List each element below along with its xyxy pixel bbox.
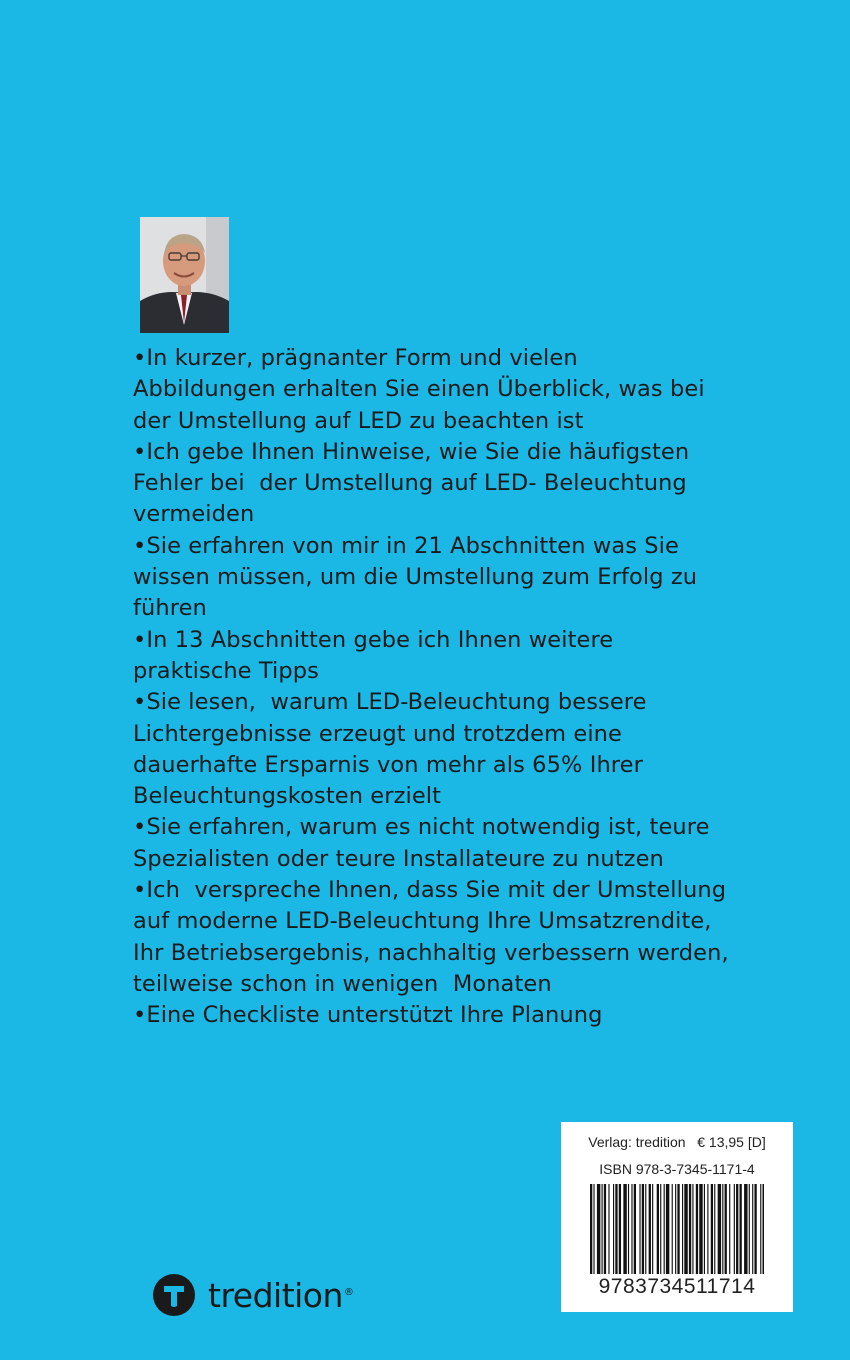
barcode-bar [692, 1184, 693, 1274]
blurb-item: •In kurzer, prägnanter Form und vielen Abbildungen erhalten Sie einen Überblick, was bei der Umstellung auf LED zu beachten ist [133, 345, 705, 434]
publisher-logo [152, 1272, 353, 1318]
barcode-bar [623, 1184, 626, 1274]
author-portrait-image [140, 217, 229, 333]
logo-wordmark [208, 1276, 353, 1315]
blurb-item: •Sie lesen, warum LED-Beleuchtung bessere Lichtergebnisse erzeugt und trotzdem eine dauerhafte Ersparnis von mehr als 65% Ihrer Beleuchtungskosten erzielt [133, 689, 647, 810]
barcode-bar [714, 1184, 715, 1274]
barcode-bar [763, 1184, 765, 1274]
barcode-box [561, 1122, 793, 1312]
blurb-item: •In 13 Abschnitten gebe ich Ihnen weitere praktische Tipps [133, 626, 614, 684]
tredition-logo-icon [152, 1273, 196, 1317]
price-label: € 13,95 [D] [697, 1134, 766, 1150]
barcode-bar [744, 1184, 747, 1274]
isbn-label: ISBN 978-3-7345-1171-4 [599, 1161, 755, 1177]
barcode-bar [608, 1184, 609, 1274]
barcode-bar [711, 1184, 713, 1274]
barcode-bar [704, 1184, 705, 1274]
barcode-bar [718, 1184, 721, 1274]
barcode-bar [652, 1184, 653, 1274]
barcode-bar [689, 1184, 691, 1274]
barcode-digits: 9783734511714 [598, 1275, 756, 1298]
barcode-bar [660, 1184, 661, 1274]
registered-mark: ® [343, 1286, 354, 1298]
barcode-bar [754, 1184, 756, 1274]
barcode-bar [645, 1184, 646, 1274]
barcode-bar [634, 1184, 636, 1274]
barcode-bar [699, 1184, 702, 1274]
barcode-bar [664, 1184, 665, 1274]
barcode-bar [590, 1184, 592, 1274]
barcode-bar [760, 1184, 761, 1274]
barcode-bar [602, 1184, 603, 1274]
barcode-bar [604, 1184, 606, 1274]
barcode-bar [740, 1184, 742, 1274]
blurb-item: •Sie erfahren, warum es nicht notwendig ist, teure Spezialisten oder teure Installateure zu nutzen [133, 814, 710, 872]
barcode-bar [729, 1184, 730, 1274]
barcode-bar [707, 1184, 708, 1274]
blurb-item: •Ich gebe Ihnen Hinweise, wie Sie die häufigsten Fehler bei der Umstellung auf LED- Beleuchtung vermeiden [133, 438, 690, 528]
barcode-bar [615, 1184, 617, 1274]
barcode-bar [597, 1184, 600, 1274]
barcode-bar [593, 1184, 594, 1274]
barcode-bar [649, 1184, 651, 1274]
blurb-item: •Eine Checkliste unterstützt Ihre Planung [133, 1002, 603, 1029]
publisher-label: Verlag: tredition [588, 1134, 686, 1150]
barcode-bar [666, 1184, 669, 1274]
barcode-bar [613, 1184, 614, 1274]
barcode-bar [684, 1184, 687, 1274]
barcode-bar [752, 1184, 753, 1274]
back-cover-blurb [133, 343, 833, 1032]
publisher-price-line [561, 1134, 793, 1150]
barcode-bar [672, 1184, 673, 1274]
barcode-bar [696, 1184, 698, 1274]
barcode-bar [736, 1184, 738, 1274]
barcode-bar [734, 1184, 735, 1274]
barcode-bar [749, 1184, 750, 1274]
barcode-bar [639, 1184, 640, 1274]
barcode-bar [628, 1184, 629, 1274]
barcode-bar [675, 1184, 676, 1274]
barcode-bar [677, 1184, 679, 1274]
barcode-bar [619, 1184, 621, 1274]
barcode-bar [722, 1184, 723, 1274]
barcode-bars [590, 1184, 764, 1274]
author-photo [140, 217, 229, 333]
barcode-bar [725, 1184, 727, 1274]
blurb-item: •Sie erfahren von mir in 21 Abschnitten was Sie wissen müssen, um die Umstellung zum Erfolg zu führen [133, 532, 698, 622]
barcode-bar [682, 1184, 683, 1274]
barcode-bar [642, 1184, 644, 1274]
logo-wordmark-text: tredition [208, 1275, 343, 1315]
barcode-bar [631, 1184, 632, 1274]
barcode-bar [657, 1184, 659, 1274]
blurb-item: •Ich verspreche Ihnen, dass Sie mit der Umstellung auf moderne LED-Beleuchtung Ihre Umsatzrendite, Ihr Betriebsergebnis, nachhaltig verbessern werden, teilweise schon in wenigen Monaten [133, 877, 729, 997]
